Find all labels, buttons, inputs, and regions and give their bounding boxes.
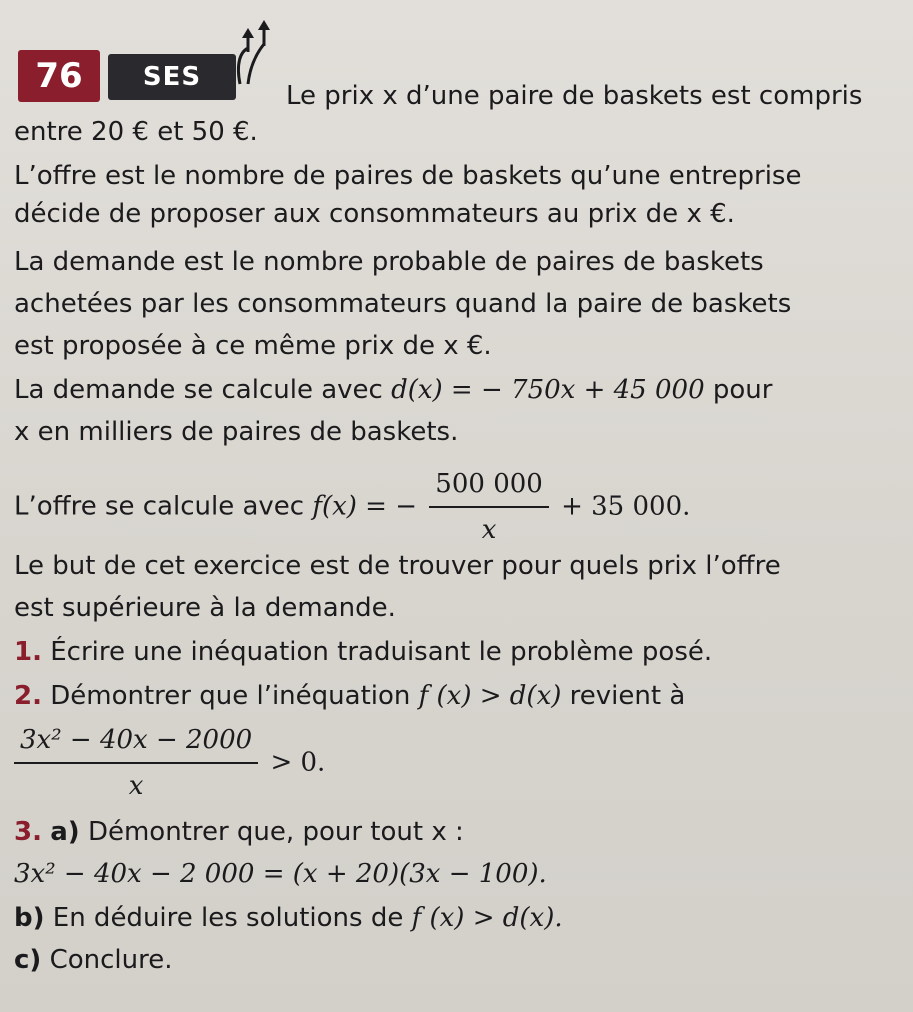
question-2-fraction-denominator: x	[128, 771, 144, 801]
offre-line-2: décide de proposer aux consommateurs au prix de x €.	[14, 199, 735, 229]
question-3-number: 3.	[14, 817, 42, 847]
exercise-number-badge: 76	[18, 50, 100, 102]
intro-line-1: Le prix x d’une paire de baskets est compris	[286, 81, 863, 111]
demande-line-1: La demande est le nombre probable de paires de baskets	[14, 247, 764, 277]
question-3b-text: En déduire les solutions de	[52, 903, 404, 933]
level-arrows-icon	[232, 14, 276, 94]
question-3c-label: c)	[14, 945, 42, 975]
supply-fraction-denominator: x	[481, 515, 497, 545]
supply-rhs: + 35 000.	[561, 491, 691, 522]
intro-line-2: entre 20 € et 50 €.	[14, 117, 258, 147]
question-3a-label: a)	[50, 817, 80, 847]
supply-fraction-numerator: 500 000	[429, 464, 549, 508]
question-2-fraction	[14, 720, 258, 806]
question-3b-formula: f (x) > d(x).	[411, 903, 563, 933]
question-3c-text: Conclure.	[49, 945, 173, 975]
demand-units-line: x en milliers de paires de baskets.	[14, 417, 459, 447]
question-2-fraction-numerator: 3x² − 40x − 2000	[14, 720, 258, 764]
question-3a-text: Démontrer que, pour tout x :	[87, 817, 464, 847]
question-1-text: Écrire une inéquation traduisant le problème posé.	[50, 637, 713, 667]
supply-prefix: L’offre se calcule avec	[14, 491, 305, 522]
question-3c	[14, 944, 172, 976]
question-2-suffix: revient à	[569, 681, 686, 711]
question-3a-formula: 3x² − 40x − 2 000 = (x + 20)(3x − 100).	[14, 859, 547, 889]
goal-line-2: est supérieure à la demande.	[14, 593, 396, 623]
question-2-gt: > 0.	[270, 747, 326, 778]
demand-formula: d(x) = − 750x + 45 000	[391, 375, 705, 405]
offre-line-1: L’offre est le nombre de paires de baskets qu’une entreprise	[14, 161, 802, 191]
goal-line-1: Le but de cet exercice est de trouver pour quels prix l’offre	[14, 551, 781, 581]
question-1	[14, 636, 712, 668]
question-2	[14, 680, 685, 712]
demand-prefix: La demande se calcule avec	[14, 375, 383, 405]
question-2-text: Démontrer que l’inéquation	[50, 681, 411, 711]
question-2-number: 2.	[14, 681, 42, 711]
question-3b-label: b)	[14, 903, 45, 933]
demande-line-2: achetées par les consommateurs quand la paire de baskets	[14, 289, 792, 319]
subject-tag-badge: SES	[108, 54, 236, 100]
question-1-number: 1.	[14, 637, 42, 667]
supply-fraction	[429, 464, 549, 550]
question-3a	[14, 816, 464, 848]
question-2-fraction-line	[14, 720, 325, 806]
demand-suffix: pour	[712, 375, 773, 405]
supply-formula-line	[14, 464, 690, 550]
question-3b	[14, 902, 563, 934]
question-2-inequality: f (x) > d(x)	[418, 681, 562, 711]
demande-line-3: est proposée à ce même prix de x €.	[14, 331, 492, 361]
supply-lhs: f(x) = −	[312, 491, 418, 522]
demand-formula-line	[14, 374, 772, 406]
